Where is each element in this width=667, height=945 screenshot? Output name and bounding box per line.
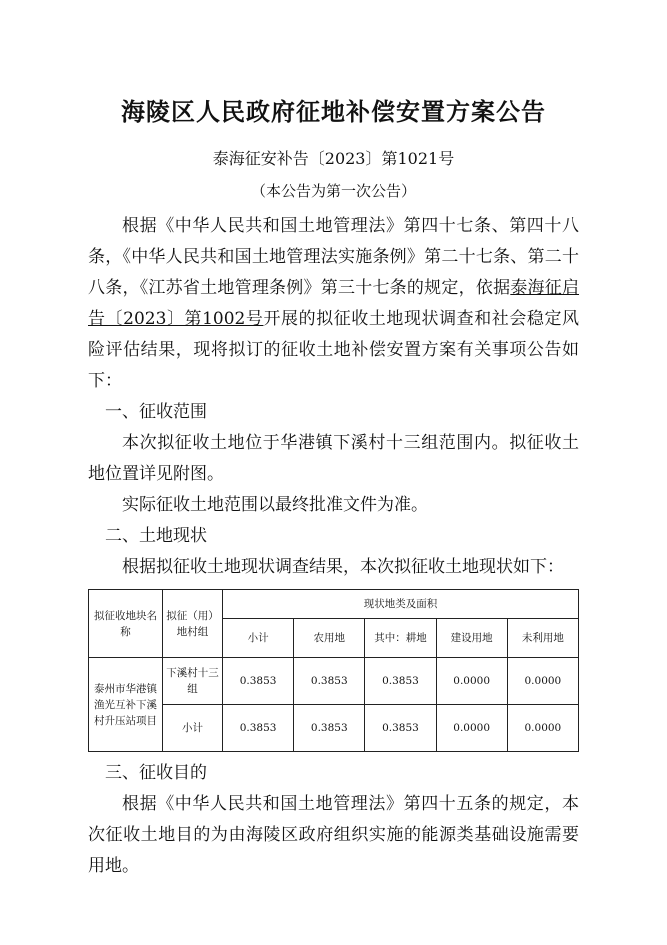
unused-cell: 0.0000 [507,658,578,705]
section-heading-status: 二、土地现状 [105,526,207,546]
header-land-type-area: 现状地类及面积 [223,590,579,619]
subtotal-cell: 0.3853 [223,705,294,752]
farmland-cell: 0.3853 [294,705,365,752]
header-construction: 建设用地 [436,619,507,658]
header-arable: 其中：耕地 [365,619,436,658]
document-number: 泰海征安补告〔2023〕第1021号 [212,149,455,168]
status-paragraph: 根据拟征收土地现状调查结果，本次拟征收土地现状如下： [122,557,564,577]
arable-cell: 0.3853 [365,705,436,752]
intro-text-a: 根据《中华人民共和国土地管理法》第四十七条、第四十八条，《中华人民共和国土地管理法实施条例》第二十七条、第二十八条，《江苏省土地管理条例》第三十七条的规定，依据 [88,216,579,298]
construction-cell: 0.0000 [436,705,507,752]
construction-cell: 0.0000 [436,658,507,705]
header-subtotal: 小计 [223,619,294,658]
referenced-notice: 泰海征启告〔2023〕第1002号 [88,278,580,329]
document-title: 海陵区人民政府征地补偿安置方案公告 [121,97,546,126]
table-row [89,658,579,705]
scope-paragraph-1: 本次拟征收土地位于华港镇下溪村十三组范围内。拟征收土地位置详见附图。 [88,433,579,484]
parcel-name-cell: 泰州市华港镇渔光互补下溪村升压站项目 [89,658,163,752]
arable-cell: 0.3853 [365,658,436,705]
document-body [88,211,579,882]
intro-text-b: 开展的拟征收土地现状调查和社会稳定风险评估结果，现将拟订的征收土地补偿安置方案有关事项公告如下： [88,309,580,391]
farmland-cell: 0.3853 [294,658,365,705]
scope-paragraph-2: 实际征收土地范围以最终批准文件为准。 [122,495,428,515]
group-cell: 小计 [163,705,223,752]
notice-order: （本公告为第一次公告） [250,182,416,200]
section-heading-purpose: 三、征收目的 [105,763,207,783]
table-row [89,705,579,752]
header-parcel-name: 拟征收地块名称 [89,590,163,658]
header-unused: 未利用地 [507,619,578,658]
header-farmland: 农用地 [294,619,365,658]
intro-paragraph [88,211,579,397]
section-heading-scope: 一、征收范围 [105,402,207,422]
subtotal-cell: 0.3853 [223,658,294,705]
header-village-group: 拟征（用）地村组 [163,590,223,658]
group-cell: 下溪村十三组 [163,658,223,705]
purpose-paragraph: 根据《中华人民共和国土地管理法》第四十五条的规定，本次征收土地目的为由海陵区政府组织实施的能源类基础设施需要用地。 [88,794,579,876]
unused-cell: 0.0000 [507,705,578,752]
land-status-table [88,589,579,752]
